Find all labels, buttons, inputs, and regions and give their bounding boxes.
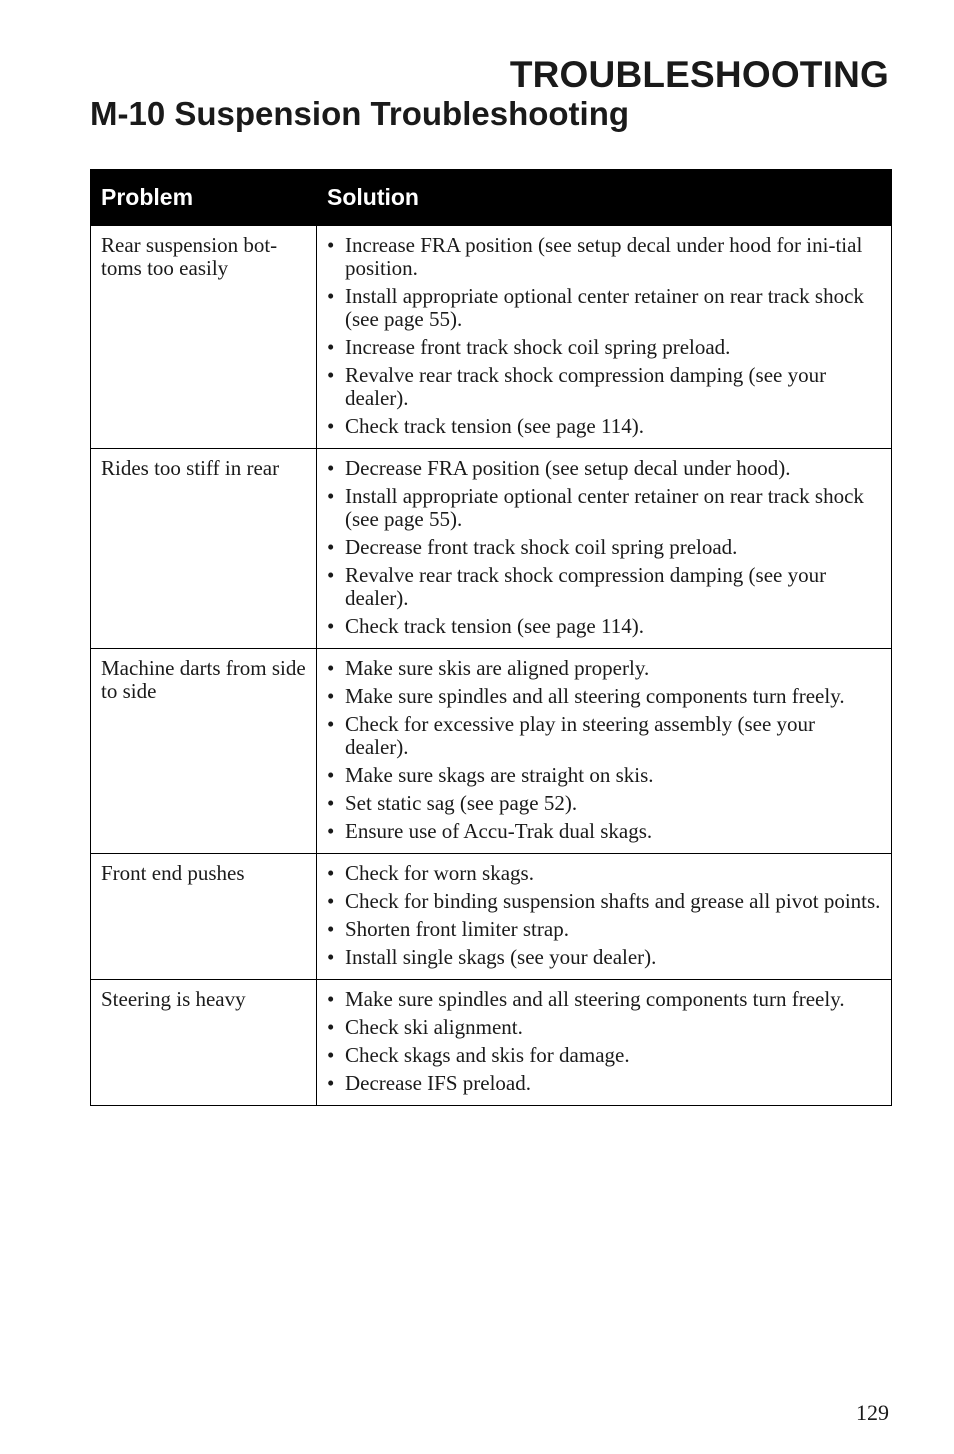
header-problem: Problem bbox=[91, 170, 317, 226]
solution-item: • Install appropriate optional center retainer on rear track shock (see page 55). bbox=[327, 285, 883, 331]
solution-item: • Check track tension (see page 114). bbox=[327, 615, 883, 638]
solution-cell bbox=[317, 854, 892, 980]
solution-item: • Check for excessive play in steering assembly (see your dealer). bbox=[327, 713, 883, 759]
solution-list bbox=[327, 234, 883, 438]
problem-cell: Rides too stiff in rear bbox=[91, 449, 317, 649]
solution-item: • Decrease IFS preload. bbox=[327, 1072, 883, 1095]
solution-item: • Install appropriate optional center retainer on rear track shock (see page 55). bbox=[327, 485, 883, 531]
table-row bbox=[91, 649, 892, 854]
solution-item: • Shorten front limiter strap. bbox=[327, 918, 883, 941]
solution-item: • Set static sag (see page 52). bbox=[327, 792, 883, 815]
solution-item: • Check ski alignment. bbox=[327, 1016, 883, 1039]
solution-item: • Increase front track shock coil spring preload. bbox=[327, 336, 883, 359]
solution-list bbox=[327, 862, 883, 969]
table-body bbox=[91, 226, 892, 1106]
solution-list bbox=[327, 457, 883, 638]
solution-item: • Check track tension (see page 114). bbox=[327, 415, 883, 438]
solution-item: • Check for worn skags. bbox=[327, 862, 883, 885]
solution-cell bbox=[317, 980, 892, 1106]
header-solution: Solution bbox=[317, 170, 892, 226]
problem-cell: Front end pushes bbox=[91, 854, 317, 980]
problem-cell: Steering is heavy bbox=[91, 980, 317, 1106]
section-title: M-10 Suspension Troubleshooting bbox=[90, 95, 630, 132]
solution-cell bbox=[317, 226, 892, 449]
solution-item: • Make sure skags are straight on skis. bbox=[327, 764, 883, 787]
solution-cell bbox=[317, 649, 892, 854]
solution-item: • Make sure spindles and all steering components turn freely. bbox=[327, 685, 883, 708]
solution-cell bbox=[317, 449, 892, 649]
solution-item: • Increase FRA position (see setup decal under hood for ini-tial position. bbox=[327, 234, 883, 280]
solution-item: • Decrease front track shock coil spring preload. bbox=[327, 536, 883, 559]
page-number: 129 bbox=[856, 1400, 889, 1425]
table-header bbox=[91, 170, 892, 226]
solution-item: • Check for binding suspension shafts and grease all pivot points. bbox=[327, 890, 883, 913]
solution-item: • Decrease FRA position (see setup decal under hood). bbox=[327, 457, 883, 480]
table-row bbox=[91, 449, 892, 649]
solution-item: • Revalve rear track shock compression damping (see your dealer). bbox=[327, 564, 883, 610]
table-row bbox=[91, 980, 892, 1106]
table-row bbox=[91, 854, 892, 980]
solution-item: • Check skags and skis for damage. bbox=[327, 1044, 883, 1067]
solution-item: • Install single skags (see your dealer). bbox=[327, 946, 883, 969]
table-row bbox=[91, 226, 892, 449]
header-row bbox=[91, 170, 892, 226]
solution-item: • Make sure spindles and all steering components turn freely. bbox=[327, 988, 883, 1011]
chapter-title: TROUBLESHOOTING bbox=[509, 54, 889, 95]
solution-item: • Make sure skis are aligned properly. bbox=[327, 657, 883, 680]
problem-cell: Machine darts from side to side bbox=[91, 649, 317, 854]
solution-list bbox=[327, 988, 883, 1095]
solution-item: • Ensure use of Accu-Trak dual skags. bbox=[327, 820, 883, 843]
problem-cell: Rear suspension bot-toms too easily bbox=[91, 226, 317, 449]
solution-item: • Revalve rear track shock compression damping (see your dealer). bbox=[327, 364, 883, 410]
solution-list bbox=[327, 657, 883, 843]
troubleshooting-table bbox=[90, 169, 892, 1106]
